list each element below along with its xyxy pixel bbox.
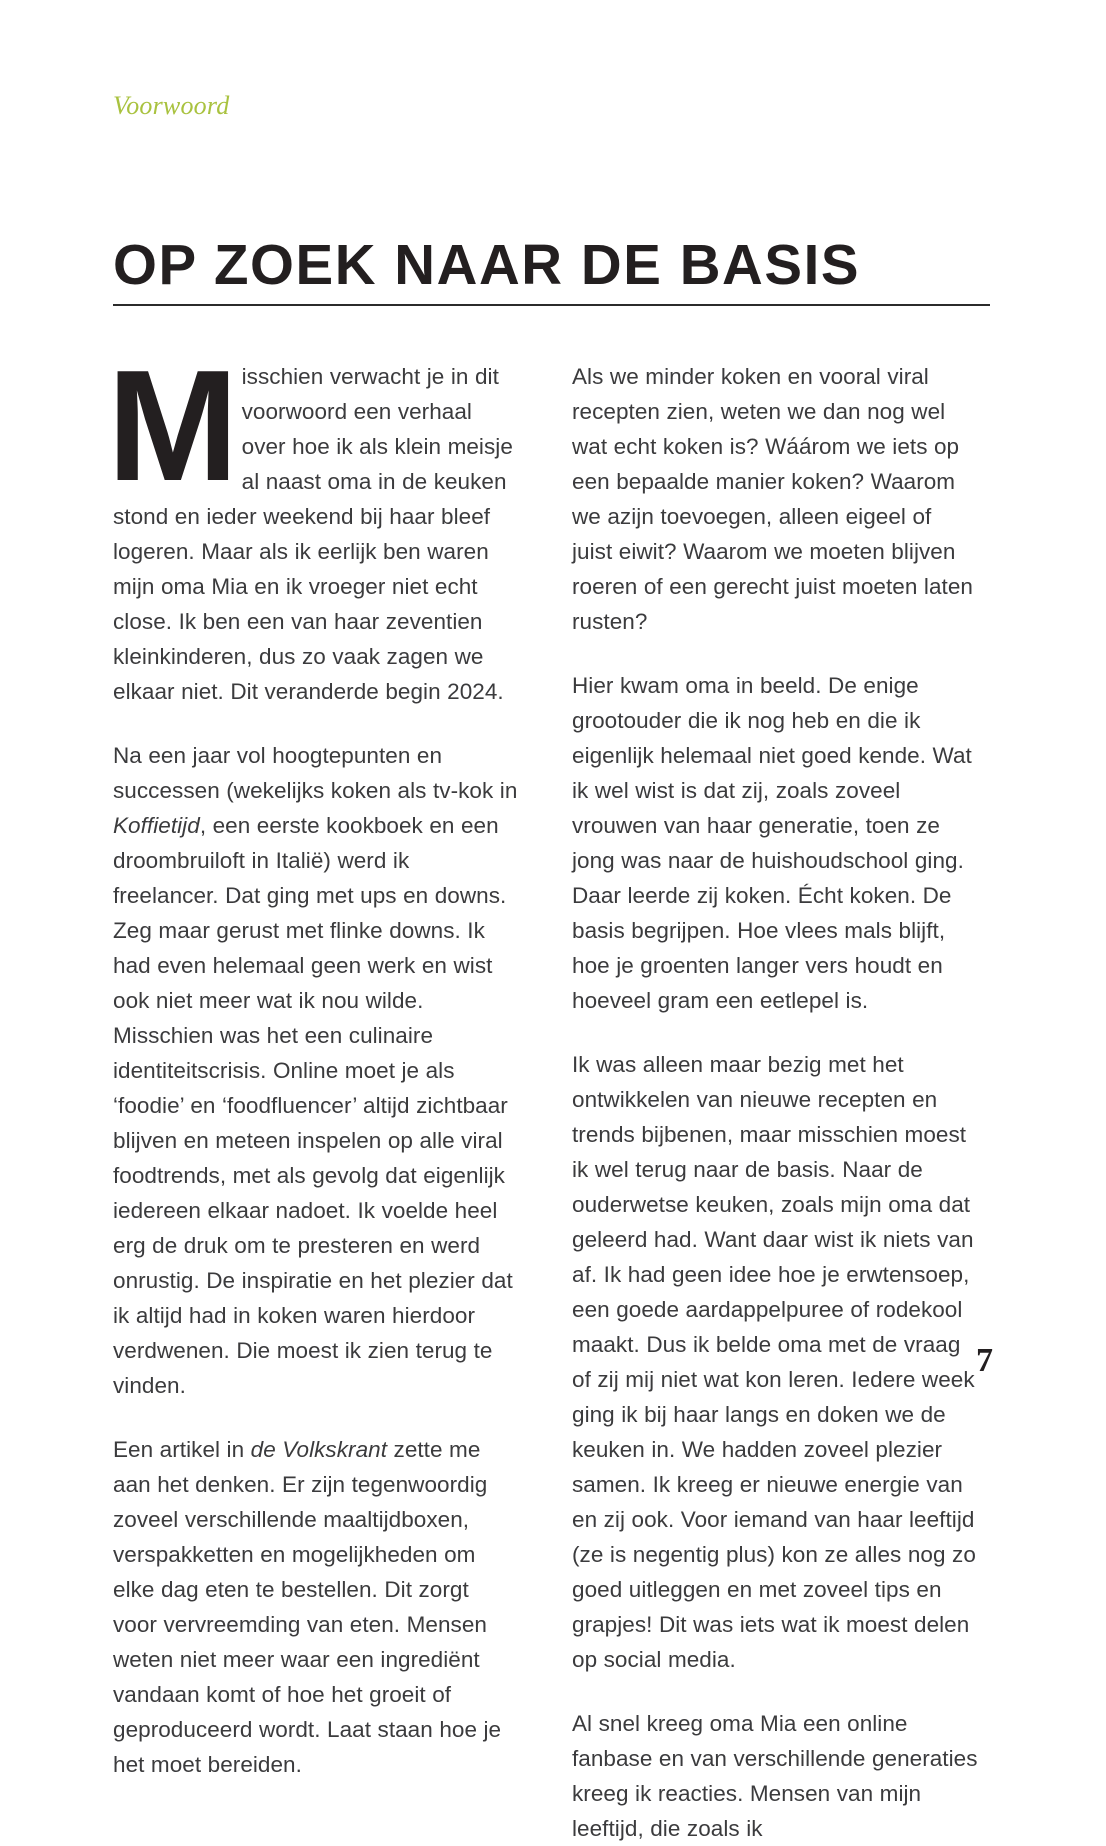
drop-cap: M — [107, 338, 237, 514]
text-run: , een eerste kookboek en een droombruiloft in Italië) werd ik freelancer. Dat ging met ups en downs. Zeg maar gerust met flinke downs. Ik had even helemaal geen werk en wist ook niet meer wat ik nou wilde. Misschien was het een culinaire identiteitscrisis. Online moet je als ‘foodie’ en ‘foodfluencer’ altijd zichtbaar blijven en meteen inspelen op alle viral foodtrends, met als gevolg dat eigenlijk iedereen elkaar nadoet. Ik voelde heel erg de druk om te presteren en werd onrustig. De inspiratie en het plezier dat ik altijd had in koken waren hierdoor verdwenen. Die moest ik zien terug te vinden. — [113, 813, 513, 1398]
body-paragraph — [107, 338, 519, 709]
text-column-right — [572, 359, 978, 1846]
italic-run: Koffietijd — [113, 813, 200, 838]
text-column-left — [107, 338, 519, 1782]
text-run: isschien verwacht je in dit voorwoord een verhaal over hoe ik als klein meisje al naast oma in de keuken stond en ieder weekend bij haar bleef logeren. Maar als ik eerlijk ben waren mijn oma Mia en ik vroeger niet echt close. Ik ben een van haar zeventien kleinkinderen, dus zo vaak zagen we elkaar niet. Dit veranderde begin 2024. — [113, 364, 513, 704]
text-run: Als we minder koken en vooral viral recepten zien, weten we dan nog wel wat echt koken is? Wáárom we iets op een bepaalde manier koken? Waarom we azijn toevoegen, alleen eigeel of juist eiwit? Waarom we moeten blijven roeren of een gerecht juist moeten laten rusten? — [572, 364, 973, 634]
text-run: Na een jaar vol hoogtepunten en successen (wekelijks koken als tv-kok in — [113, 743, 518, 803]
body-paragraph — [113, 738, 519, 1403]
text-run: zette me aan het denken. Er zijn tegenwoordig zoveel verschillende maaltijdboxen, verspakketten en mogelijkheden om elke dag eten te bestellen. Dit zorgt voor vervreemding van eten. Mensen weten niet meer waar een ingrediënt vandaan komt of hoe het groeit of geproduceerd wordt. Laat staan hoe je het moet bereiden. — [113, 1437, 502, 1777]
text-run: Hier kwam oma in beeld. De enige grootouder die ik nog heb en die ik eigenlijk helemaal niet goed kende. Wat ik wel wist is dat zij, zoals zoveel vrouwen van haar generatie, toen ze jong was naar de huishoudschool ging. Daar leerde zij koken. Écht koken. De basis begrijpen. Hoe vlees mals blijft, hoe je groenten langer vers houdt en hoeveel gram een eetlepel is. — [572, 673, 972, 1013]
body-paragraph — [572, 1706, 978, 1846]
body-paragraph — [113, 1432, 519, 1782]
body-paragraph — [572, 1047, 978, 1677]
text-run: Al snel kreeg oma Mia een online fanbase en van verschillende generaties kreeg ik reacties. Mensen van mijn leeftijd, die zoals ik — [572, 1711, 978, 1841]
title-divider — [113, 304, 990, 306]
article-body — [107, 338, 990, 1841]
text-run: Een artikel in — [113, 1437, 251, 1462]
body-paragraph — [572, 668, 978, 1018]
page-title: OP ZOEK NAAR DE BASIS — [113, 233, 861, 298]
italic-run: de Volkskrant — [250, 1437, 388, 1462]
page-number: 7 — [976, 1342, 993, 1379]
body-paragraph — [572, 359, 978, 639]
section-kicker: Voorwoord — [113, 91, 230, 120]
text-run: Ik was alleen maar bezig met het ontwikkelen van nieuwe recepten en trends bijbenen, maar misschien moest ik wel terug naar de basis. Naar de ouderwetse keuken, zoals mijn oma dat geleerd had. Want daar wist ik niets van af. Ik had geen idee hoe je erwtensoep, een goede aardappelpuree of rodekool maakt. Dus ik belde oma met de vraag of zij mij niet wat kon leren. Iedere week ging ik bij haar langs en doken we de keuken in. We hadden zoveel plezier samen. Ik kreeg er nieuwe energie van en zij ook. Voor iemand van haar leeftijd (ze is negentig plus) kon ze alles nog zo goed uitleggen en met zoveel tips en grapjes! Dit was iets wat ik moest delen op social media. — [572, 1052, 976, 1672]
